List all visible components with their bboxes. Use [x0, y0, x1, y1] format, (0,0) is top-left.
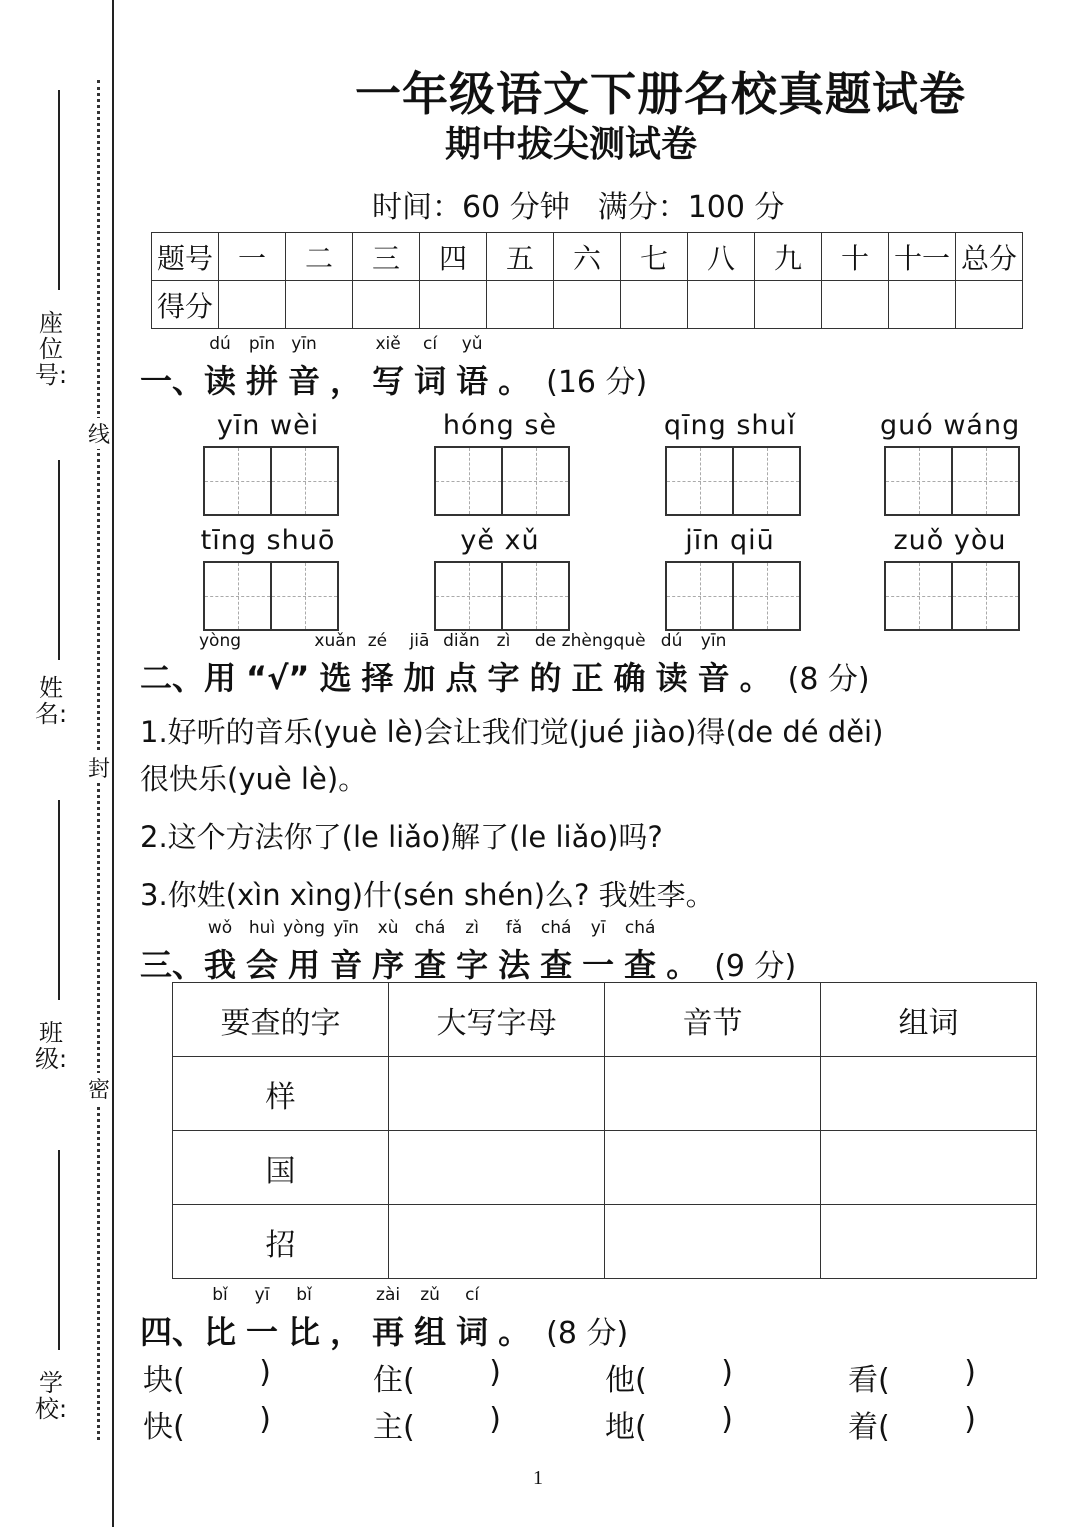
section3-number: 三、 — [140, 946, 205, 984]
heading-char: wǒ 我 — [204, 918, 237, 984]
writing-grid[interactable] — [884, 446, 1020, 516]
heading-char: cí 词 — [414, 334, 447, 400]
heading-char: zhèng 正 — [561, 631, 614, 697]
heading-char: yòng 用 — [199, 631, 242, 697]
score-col: 二 — [286, 233, 353, 281]
heading-pinyin: yǔ — [461, 334, 483, 354]
lookup-answer-cell[interactable] — [605, 1057, 821, 1131]
heading-char: fǎ 法 — [498, 918, 531, 984]
compare-item[interactable]: 地( ) — [605, 1402, 733, 1446]
heading-char: què 确 — [613, 631, 646, 697]
lookup-row — [173, 1057, 1037, 1131]
heading-char: ， — [330, 362, 363, 400]
heading-pinyin: pīn — [248, 334, 276, 354]
page-number: 1 — [533, 1467, 543, 1489]
compare-item[interactable]: 块( ) — [143, 1355, 271, 1399]
heading-char: yǔ 语 — [456, 334, 489, 400]
heading-pinyin: yī — [254, 1285, 270, 1305]
score-cell[interactable] — [755, 281, 822, 329]
pinyin-prompt: yīn wèi — [216, 410, 320, 441]
score-col: 六 — [554, 233, 621, 281]
school-blank-line — [58, 1150, 60, 1350]
exam-meta — [372, 182, 785, 226]
compare-item[interactable]: 主( ) — [373, 1402, 501, 1446]
heading-pinyin: xù — [377, 918, 399, 938]
heading-pinyin: bǐ — [296, 1285, 312, 1305]
lookup-row — [173, 1131, 1037, 1205]
lookup-answer-cell[interactable] — [821, 1057, 1037, 1131]
score-col: 七 — [621, 233, 688, 281]
writing-grid[interactable] — [665, 446, 801, 516]
score-cell[interactable] — [956, 281, 1023, 329]
heading-char: xuǎn 选 — [314, 631, 357, 697]
score-col: 十一 — [889, 233, 956, 281]
heading-char: 。 — [739, 659, 772, 697]
heading-char: “√” — [246, 659, 310, 697]
pinyin-prompt: qīng shuǐ — [663, 410, 797, 441]
heading-pinyin: yòng — [283, 918, 326, 938]
heading-char: 。 — [498, 362, 531, 400]
heading-char: bǐ 比 — [204, 1285, 237, 1351]
seat-blank-line — [58, 90, 60, 290]
heading-pinyin: chá — [624, 918, 656, 938]
heading-char: yòng 用 — [283, 918, 326, 984]
heading-pinyin: zǔ — [420, 1285, 440, 1305]
score-col: 总分 — [956, 233, 1023, 281]
score-col: 八 — [688, 233, 755, 281]
heading-pinyin: fǎ — [505, 918, 523, 938]
heading-char: de 的 — [529, 631, 562, 697]
score-row2-label: 得分 — [152, 281, 219, 329]
heading-char: xù 序 — [372, 918, 405, 984]
heading-char: yī 一 — [582, 918, 615, 984]
heading-char: 。 — [498, 1313, 531, 1351]
heading-pinyin: yòng — [199, 631, 242, 651]
question-2-3: 3.你姓(xìn xìng)什(sén shén)么? 我姓李。 — [140, 878, 715, 912]
heading-char: bǐ 比 — [288, 1285, 321, 1351]
heading-char: yīn 音 — [330, 918, 363, 984]
score-cell[interactable] — [219, 281, 286, 329]
heading-char: yīn 音 — [288, 334, 321, 400]
pinyin-prompt: jīn qiū — [685, 525, 775, 556]
score-col: 九 — [755, 233, 822, 281]
lookup-char: 样 — [173, 1057, 389, 1131]
heading-char: chá 查 — [624, 918, 657, 984]
score-row1-label: 题号 — [152, 233, 219, 281]
heading-pinyin: chá — [540, 918, 572, 938]
heading-pinyin: zài — [376, 1285, 401, 1305]
question-2-1b: 很快乐(yuè lè)。 — [140, 762, 368, 796]
writing-grid[interactable] — [434, 446, 570, 516]
lookup-char: 招 — [173, 1205, 389, 1279]
score-cell[interactable] — [286, 281, 353, 329]
heading-char: xiě 写 — [372, 334, 405, 400]
lookup-answer-cell[interactable] — [389, 1057, 605, 1131]
lookup-header: 组词 — [821, 983, 1037, 1057]
heading-pinyin: cí — [423, 334, 438, 354]
writing-grid[interactable] — [203, 446, 339, 516]
name-label: 姓名: — [34, 674, 68, 728]
section4-points: (8 分) — [546, 1316, 629, 1351]
heading-char: chá 查 — [414, 918, 447, 984]
seal-feng-char: 封 — [86, 752, 112, 783]
section3-heading — [140, 918, 797, 986]
heading-char: zài 再 — [372, 1285, 405, 1351]
heading-char: chá 查 — [540, 918, 573, 984]
heading-pinyin: dú — [660, 631, 683, 651]
score-table — [151, 232, 1023, 329]
heading-pinyin: chá — [414, 918, 446, 938]
class-blank-line — [58, 800, 60, 1000]
lookup-answer-cell[interactable] — [605, 1131, 821, 1205]
score-cell[interactable] — [889, 281, 956, 329]
school-label: 学校: — [34, 1369, 68, 1423]
lookup-header: 大写字母 — [389, 983, 605, 1057]
score-col: 三 — [353, 233, 420, 281]
heading-char: huì 会 — [246, 918, 279, 984]
score-table-score-row — [152, 281, 1023, 329]
heading-pinyin: jiā — [409, 631, 430, 651]
class-label: 班级: — [34, 1019, 68, 1073]
lookup-answer-cell[interactable] — [389, 1205, 605, 1279]
pinyin-prompt: hóng sè — [442, 410, 558, 441]
dictionary-lookup-table — [172, 982, 1037, 1279]
heading-pinyin: zé — [367, 631, 388, 651]
score-cell[interactable] — [621, 281, 688, 329]
seal-line-char: 线 — [86, 418, 112, 449]
lookup-header: 音节 — [605, 983, 821, 1057]
heading-char: zì 字 — [456, 918, 489, 984]
heading-pinyin: wǒ — [207, 918, 233, 938]
question-2-1a: 1.好听的音乐(yuè lè)会让我们觉(jué jiào)得(de dé děi) — [140, 715, 884, 749]
heading-pinyin: huì — [248, 918, 276, 938]
score-col: 一 — [219, 233, 286, 281]
binding-rule — [112, 0, 114, 1527]
heading-pinyin: xiě — [375, 334, 401, 354]
seat-label: 座位号: — [34, 309, 68, 389]
heading-char: 。 — [666, 946, 699, 984]
pinyin-prompt: guó wáng — [880, 410, 1021, 441]
score-col: 五 — [487, 233, 554, 281]
writing-grid[interactable] — [884, 561, 1020, 631]
heading-pinyin: yīn — [333, 918, 359, 938]
compare-item[interactable]: 看( ) — [848, 1355, 976, 1399]
pinyin-prompt: yě xǔ — [460, 525, 540, 556]
score-col: 十 — [822, 233, 889, 281]
lookup-answer-cell[interactable] — [605, 1205, 821, 1279]
lookup-answer-cell[interactable] — [821, 1131, 1037, 1205]
heading-pinyin: xuǎn — [314, 631, 357, 651]
heading-char: zé 择 — [361, 631, 394, 697]
score-cell[interactable] — [420, 281, 487, 329]
lookup-answer-cell[interactable] — [389, 1131, 605, 1205]
section4-number: 四、 — [140, 1313, 205, 1351]
section2-number: 二、 — [140, 659, 205, 697]
writing-grid[interactable] — [434, 561, 570, 631]
section3-points: (9 分) — [714, 949, 797, 984]
compare-item[interactable]: 住( ) — [373, 1355, 501, 1399]
section1-points: (16 分) — [546, 365, 648, 400]
name-blank-line — [58, 460, 60, 660]
writing-grid[interactable] — [665, 561, 801, 631]
heading-pinyin: cí — [465, 1285, 480, 1305]
heading-pinyin: yīn — [700, 631, 727, 651]
heading-char: cí 词 — [456, 1285, 489, 1351]
writing-grid[interactable] — [203, 561, 339, 631]
section2-points: (8 分) — [787, 662, 870, 697]
heading-pinyin: dú — [209, 334, 231, 354]
section1-number: 一、 — [140, 362, 205, 400]
heading-char: diǎn 点 — [443, 631, 480, 697]
lookup-header: 要查的字 — [173, 983, 389, 1057]
score-cell[interactable] — [353, 281, 420, 329]
heading-char: dú 读 — [204, 334, 237, 400]
section2-heading — [140, 631, 870, 699]
heading-char: zǔ 组 — [414, 1285, 447, 1351]
page-subtitle: 期中拔尖测试卷 — [445, 124, 698, 165]
section1-heading — [140, 334, 648, 402]
score-cell[interactable] — [688, 281, 755, 329]
heading-char: yī 一 — [246, 1285, 279, 1351]
compare-item[interactable]: 他( ) — [605, 1355, 733, 1399]
heading-char: dú 读 — [655, 631, 688, 697]
lookup-header-row — [173, 983, 1037, 1057]
lookup-row — [173, 1205, 1037, 1279]
heading-pinyin: yīn — [291, 334, 317, 354]
heading-pinyin: zhèng — [561, 631, 614, 651]
score-cell[interactable] — [822, 281, 889, 329]
heading-pinyin: bǐ — [212, 1285, 228, 1305]
compare-item[interactable]: 快( ) — [143, 1402, 271, 1446]
heading-char: ， — [330, 1313, 363, 1351]
score-cell[interactable] — [487, 281, 554, 329]
score-cell[interactable] — [554, 281, 621, 329]
pinyin-prompt: tīng shuō — [200, 525, 336, 556]
time-label: 时间：60 分钟 — [372, 190, 570, 225]
heading-char: yīn 音 — [697, 631, 730, 697]
heading-pinyin: diǎn — [443, 631, 480, 651]
heading-pinyin: zì — [465, 918, 479, 938]
heading-pinyin: què — [613, 631, 646, 651]
score-table-header-row — [152, 233, 1023, 281]
lookup-char: 国 — [173, 1131, 389, 1205]
heading-pinyin: yī — [590, 918, 606, 938]
question-2-2: 2.这个方法你了(le liǎo)解了(le liǎo)吗? — [140, 820, 663, 854]
heading-pinyin: de — [534, 631, 557, 651]
full-score-label: 满分：100 分 — [597, 190, 785, 225]
page-title: 一年级语文下册名校真题试卷 — [355, 67, 966, 121]
heading-char: pīn 拼 — [246, 334, 279, 400]
score-col: 四 — [420, 233, 487, 281]
heading-char: zì 字 — [487, 631, 520, 697]
compare-item[interactable]: 着( ) — [848, 1402, 976, 1446]
lookup-answer-cell[interactable] — [821, 1205, 1037, 1279]
heading-char: jiā 加 — [403, 631, 436, 697]
pinyin-prompt: zuǒ yòu — [893, 525, 1007, 556]
heading-pinyin: zì — [496, 631, 511, 651]
section4-heading — [140, 1285, 629, 1353]
seal-mi-char: 密 — [86, 1073, 112, 1104]
